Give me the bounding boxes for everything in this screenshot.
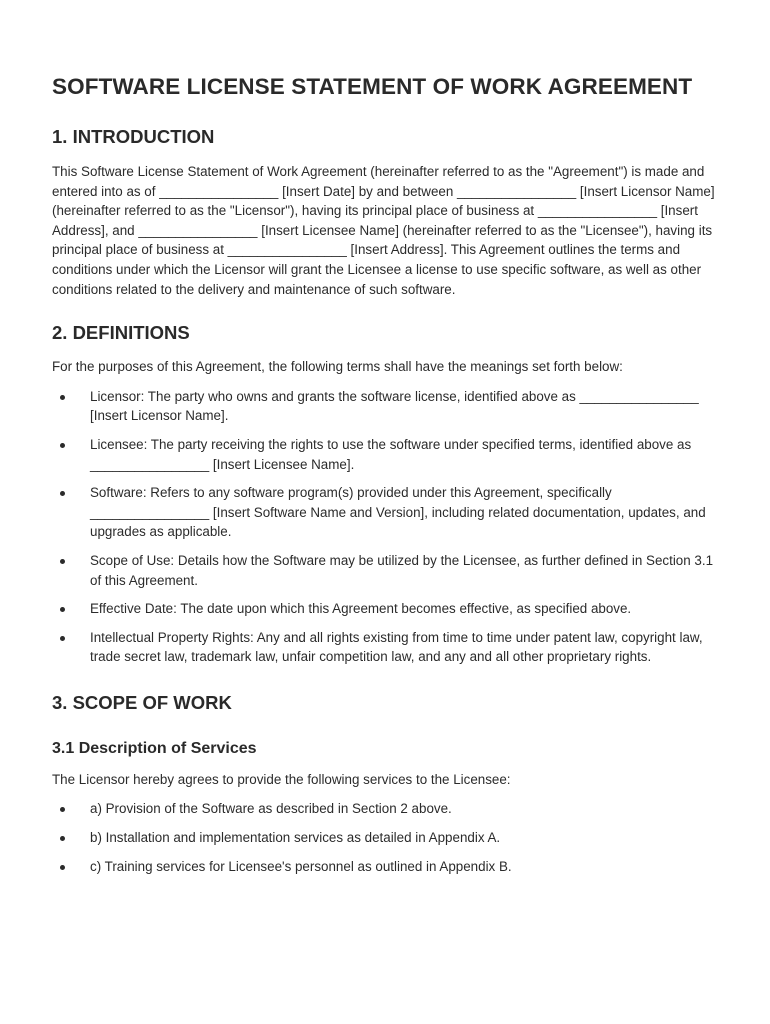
definitions-intro: For the purposes of this Agreement, the following terms shall have the meanings set forth below: — [52, 359, 623, 375]
section-heading-introduction: 1. INTRODUCTION — [52, 126, 215, 147]
list-item-text: Licensor: The party who owns and grants the software license, identified above as ________________ [Insert Licensor Name]. — [90, 388, 699, 424]
bullet-icon — [60, 807, 65, 812]
bullet-icon — [60, 836, 65, 841]
list-item — [52, 435, 722, 474]
bullet-icon — [60, 559, 65, 564]
section-heading-definitions: 2. DEFINITIONS — [52, 322, 190, 344]
bullet-icon — [60, 865, 65, 870]
list-item-text: b) Installation and implementation services as detailed in Appendix A. — [90, 830, 501, 846]
list-item-text: c) Training services for Licensee's personnel as outlined in Appendix B. — [90, 858, 512, 874]
list-item — [52, 628, 722, 667]
list-item — [52, 857, 722, 877]
list-item-text: Licensee: The party receiving the rights to use the software under specified terms, identified above as ________________ [Insert Licensee Name]. — [90, 436, 692, 472]
bullet-icon — [60, 443, 65, 448]
list-item-text: Scope of Use: Details how the Software may be utilized by the Licensee, as further defined in Section 3.1 of this Agreement. — [90, 552, 714, 588]
list-item — [52, 387, 722, 426]
list-item — [52, 551, 722, 590]
list-item — [52, 599, 722, 619]
services-list — [52, 799, 722, 876]
document-title: SOFTWARE LICENSE STATEMENT OF WORK AGREEMENT — [52, 74, 693, 99]
section-heading-scope-of-work: 3. SCOPE OF WORK — [52, 691, 232, 713]
list-item-text: Software: Refers to any software program(s) provided under this Agreement, specifically ________________ [Insert Software Name and Version], including related documentation, updates, and upgrades as applicable. — [90, 485, 706, 540]
bullet-icon — [60, 636, 65, 641]
bullet-icon — [60, 491, 65, 496]
bullet-icon — [60, 395, 65, 400]
subsection-heading-description-of-services: 3.1 Description of Services — [52, 739, 257, 757]
scope-intro: The Licensor hereby agrees to provide the following services to the Licensee: — [52, 771, 511, 787]
list-item — [52, 799, 722, 819]
list-item-text: Intellectual Property Rights: Any and all rights existing from time to time under patent law, copyright law, trade secret law, trademark law, unfair competition law, and any and all other proprietary rights. — [90, 629, 703, 665]
definitions-list — [52, 387, 722, 667]
bullet-icon — [60, 607, 65, 612]
list-item — [52, 828, 722, 848]
list-item-text: Effective Date: The date upon which this Agreement becomes effective, as specified above. — [90, 601, 632, 617]
list-item-text: a) Provision of the Software as described in Section 2 above. — [90, 801, 452, 817]
introduction-paragraph: This Software License Statement of Work Agreement (hereinafter referred to as the "Agreement") is made and entered into as of ________________ [Insert Date] by and between ________________ [Insert Licensor Name] (hereinafter referred to as the "Licensor"), having its principal place of business at ________________ [Insert Address], and ________________ [Insert Licensee Name] (hereinafter referred to as the "Licensee"), having its principal place of business at ________________ [Insert Address]. This Agreement outlines the terms and conditions under which the Licensor will grant the Licensee a license to use specific software, as well as other conditions related to the delivery and maintenance of such software. — [52, 164, 715, 297]
list-item — [52, 483, 722, 542]
